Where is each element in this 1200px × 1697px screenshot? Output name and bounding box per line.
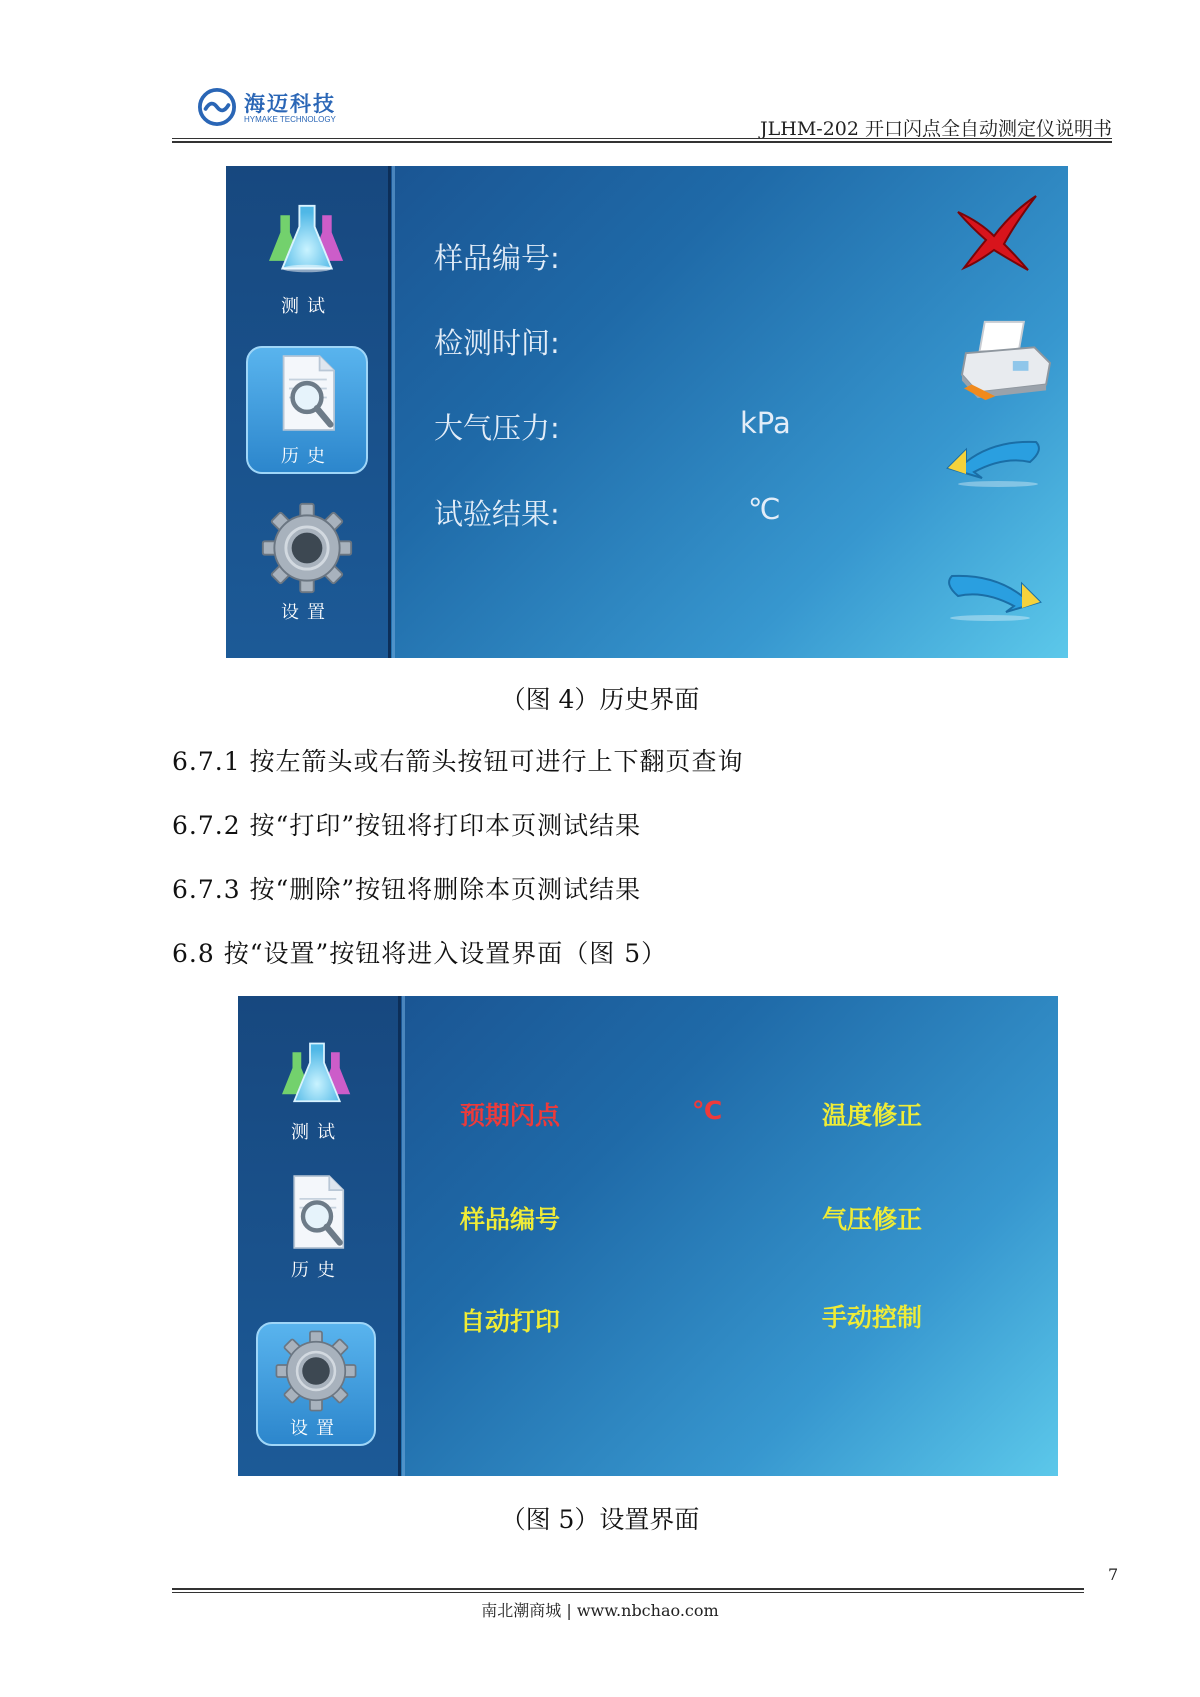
gear-icon [273,1328,359,1414]
logo-icon [198,88,236,126]
paragraph: 6.8 按“设置”按钮将进入设置界面（图 5） [172,939,668,968]
paragraph: 6.7.1 按左箭头或右箭头按钮可进行上下翻页查询 [172,747,744,776]
sidebar [238,996,401,1476]
gear-icon [259,500,355,596]
nav-history-button[interactable] [246,346,368,474]
sample-no-label: 样品编号: [434,241,560,275]
printer-icon[interactable] [956,318,1054,406]
nav-test-button[interactable] [254,1040,380,1146]
nav-settings-label: 设置 [290,1418,342,1439]
nav-settings-button[interactable] [256,1322,376,1446]
nav-history-button[interactable] [254,1172,380,1286]
footer-rule [172,1588,1084,1593]
nav-history-label: 历史 [281,446,333,467]
arrow-right-icon[interactable] [944,562,1044,622]
pressure-unit: kPa [740,406,791,440]
paragraph: 6.7.3 按“删除”按钮将删除本页测试结果 [172,875,642,904]
document-search-icon [282,1172,352,1252]
footer-site: 南北潮商城 | www.nbchao.com [481,1601,719,1620]
nav-test-button[interactable] [244,202,370,322]
figure-5-caption: （图 5）设置界面 [500,1505,700,1534]
pressure-correction-option[interactable]: 气压修正 [822,1205,923,1234]
paragraph: 6.7.2 按“打印”按钮将打印本页测试结果 [172,811,642,840]
header-rule [172,138,1112,143]
result-unit: ℃ [748,492,781,526]
pressure-label: 大气压力: [434,411,560,445]
flask-icon [259,202,355,278]
history-screen [226,166,1068,658]
document-title: JLHM-202 开口闪点全自动测定仪说明书 [760,118,1112,140]
nav-test-label: 测试 [291,1122,343,1143]
figure-4-caption: （图 4）历史界面 [500,685,700,714]
sidebar [226,166,391,658]
temperature-correction-option[interactable]: 温度修正 [822,1101,923,1130]
settings-screen [238,996,1058,1476]
logo-chinese-text: 海迈科技 [244,92,336,116]
document-search-icon [271,352,343,434]
nav-test-label: 测试 [281,296,333,317]
sample-number-option[interactable]: 样品编号 [460,1205,561,1234]
test-time-label: 检测时间: [434,326,560,360]
nav-history-label: 历史 [291,1260,343,1281]
manual-control-option[interactable]: 手动控制 [822,1303,923,1332]
logo-english-text: HYMAKE TECHNOLOGY [244,115,336,124]
delete-x-icon[interactable] [950,192,1040,272]
page-number: 7 [1108,1565,1119,1584]
nav-settings-label: 设置 [281,602,333,623]
flask-icon [273,1040,361,1110]
auto-print-option[interactable]: 自动打印 [460,1307,561,1336]
page-header [172,82,1112,140]
nav-settings-button[interactable] [244,500,370,630]
result-label: 试验结果: [434,497,560,531]
expected-flash-point-unit: ℃ [692,1096,723,1125]
arrow-left-icon[interactable] [944,428,1044,488]
expected-flash-point-option[interactable]: 预期闪点 [460,1101,561,1130]
